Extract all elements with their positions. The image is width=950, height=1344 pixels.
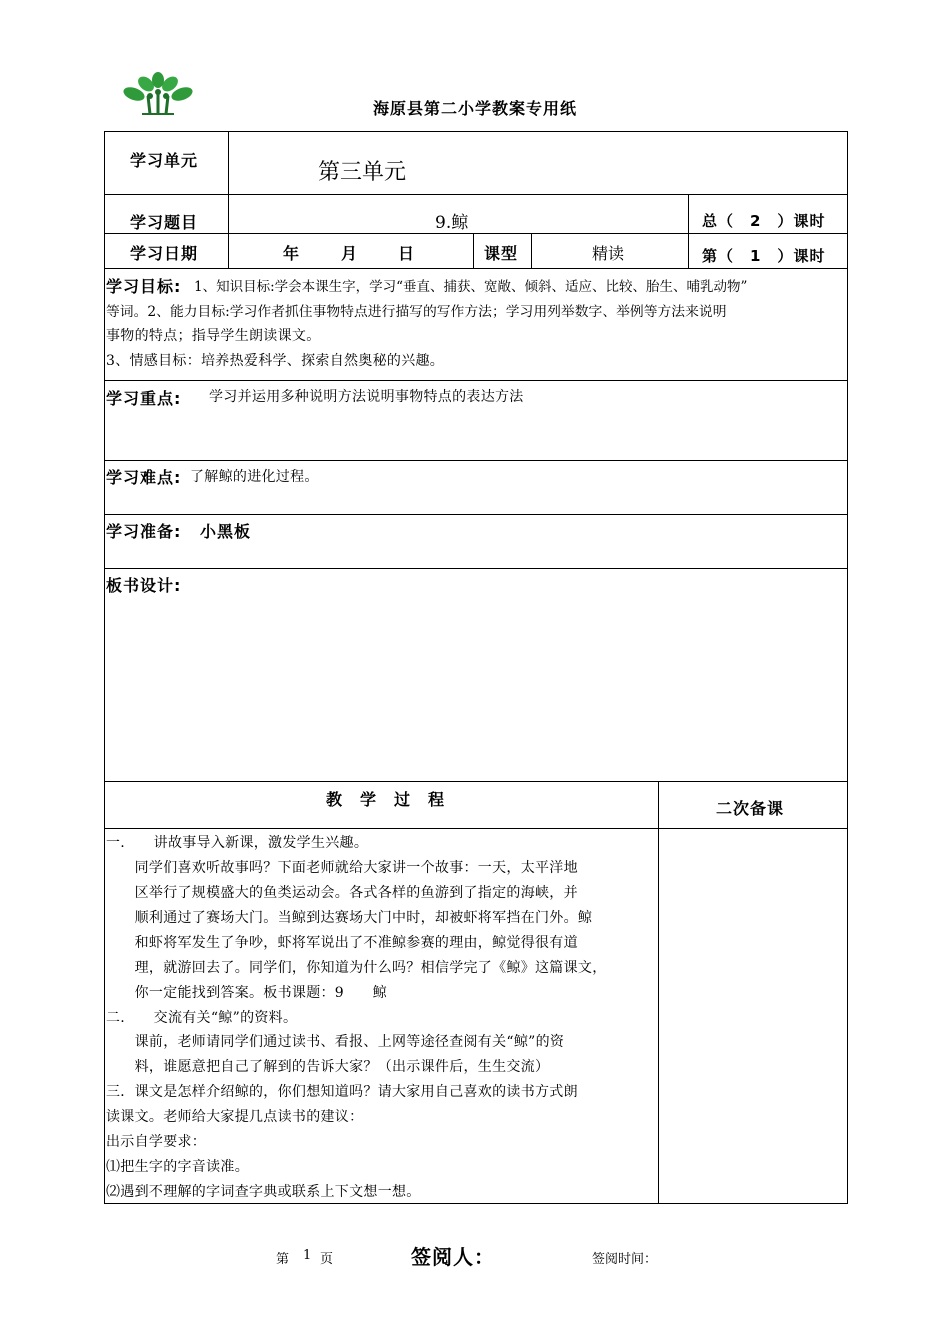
page-prefix: 第 bbox=[276, 1252, 290, 1267]
type-value: 精读 bbox=[592, 244, 625, 263]
process-line: 和虾将军发生了争吵，虾将军说出了不准鲸参赛的理由，鲸觉得很有道 bbox=[106, 935, 578, 951]
unit-label: 学习单元 bbox=[130, 151, 199, 170]
page-number: 1 bbox=[303, 1248, 312, 1263]
process-line: ⑴把生字的字音读准。 bbox=[106, 1159, 249, 1175]
review-time-label: 签阅时间： bbox=[592, 1252, 658, 1267]
topic-value: 9.鲸 bbox=[435, 213, 469, 233]
process-line: 理，就游回去了。同学们，你知道为什么吗？相信学完了《鲸》这篇课文， bbox=[106, 960, 607, 976]
goals-line-1: 1、知识目标:学会本课生字，学习“垂直、捕获、宽敞、倾斜、适应、比较、胎生、哺乳动物” bbox=[194, 279, 748, 295]
difficulty-value: 了解鲸的进化过程。 bbox=[190, 469, 319, 485]
process-line: 三．课文是怎样介绍鲸的，你们想知道吗？请大家用自己喜欢的读书方式朗 bbox=[106, 1084, 578, 1100]
type-label: 课型 bbox=[484, 244, 519, 263]
process-line: 区举行了规模盛大的鱼类运动会。各式各样的鱼游到了指定的海峡，并 bbox=[106, 885, 578, 901]
process-line: 料，谁愿意把自己了解到的告诉大家？（出示课件后，生生交流） bbox=[106, 1059, 550, 1075]
topic-label: 学习题目 bbox=[130, 213, 199, 232]
period-number: 第（ 1 ）课时 bbox=[702, 247, 826, 265]
key-point-label: 学习重点: bbox=[106, 389, 182, 408]
school-title: 海原县第二小学教案专用纸 bbox=[372, 99, 577, 118]
process-line: 一. 讲故事导入新课，激发学生兴趣。 bbox=[106, 835, 369, 851]
total-periods: 总（ 2 ）课时 bbox=[702, 212, 826, 230]
second-preparation-header: 二次备课 bbox=[716, 799, 785, 818]
board-design-label: 板书设计: bbox=[106, 576, 182, 595]
teaching-process-header: 教 学 过 程 bbox=[326, 790, 446, 809]
date-day: 日 bbox=[398, 244, 416, 263]
goals-line-4: 3、情感目标：培养热爱科学、探索自然奥秘的兴趣。 bbox=[106, 353, 445, 369]
preparation-label: 学习准备: bbox=[106, 522, 182, 541]
preparation-value: 小黑板 bbox=[200, 522, 252, 541]
goals-line-2: 等词。2、能力目标:学习作者抓住事物特点进行描写的写作方法；学习用列举数字、举例等方法来说明 bbox=[106, 304, 727, 320]
process-line: 读课文。老师给大家提几点读书的建议： bbox=[106, 1109, 364, 1125]
process-line: 顺利通过了赛场大门。当鲸到达赛场大门中时，却被虾将军挡在门外。鲸 bbox=[106, 910, 593, 926]
goals-label: 学习目标: bbox=[106, 277, 182, 296]
goals-line-3: 事物的特点；指导学生朗读课文。 bbox=[106, 328, 321, 344]
process-line: ⑵遇到不理解的字词查字典或联系上下文想一想。 bbox=[106, 1184, 421, 1200]
page-suffix: 页 bbox=[320, 1252, 334, 1267]
process-line: 二. 交流有关“鲸”的资料。 bbox=[106, 1010, 298, 1026]
date-year: 年 bbox=[283, 244, 301, 263]
key-point-value: 学习并运用多种说明方法说明事物特点的表达方法 bbox=[209, 389, 524, 405]
reviewer-label: 签阅人： bbox=[411, 1245, 495, 1269]
unit-value: 第三单元 bbox=[318, 160, 407, 185]
process-line: 课前，老师请同学们通过读书、看报、上网等途径查阅有关“鲸”的资 bbox=[106, 1034, 565, 1050]
process-line: 你一定能找到答案。板书课题：9 鲸 bbox=[106, 985, 387, 1001]
difficulty-label: 学习难点: bbox=[106, 468, 182, 487]
date-month: 月 bbox=[341, 244, 359, 263]
process-line: 出示自学要求： bbox=[106, 1134, 207, 1150]
process-line: 同学们喜欢听故事吗？下面老师就给大家讲一个故事：一天，太平洋地 bbox=[106, 860, 578, 876]
date-label: 学习日期 bbox=[130, 244, 199, 263]
